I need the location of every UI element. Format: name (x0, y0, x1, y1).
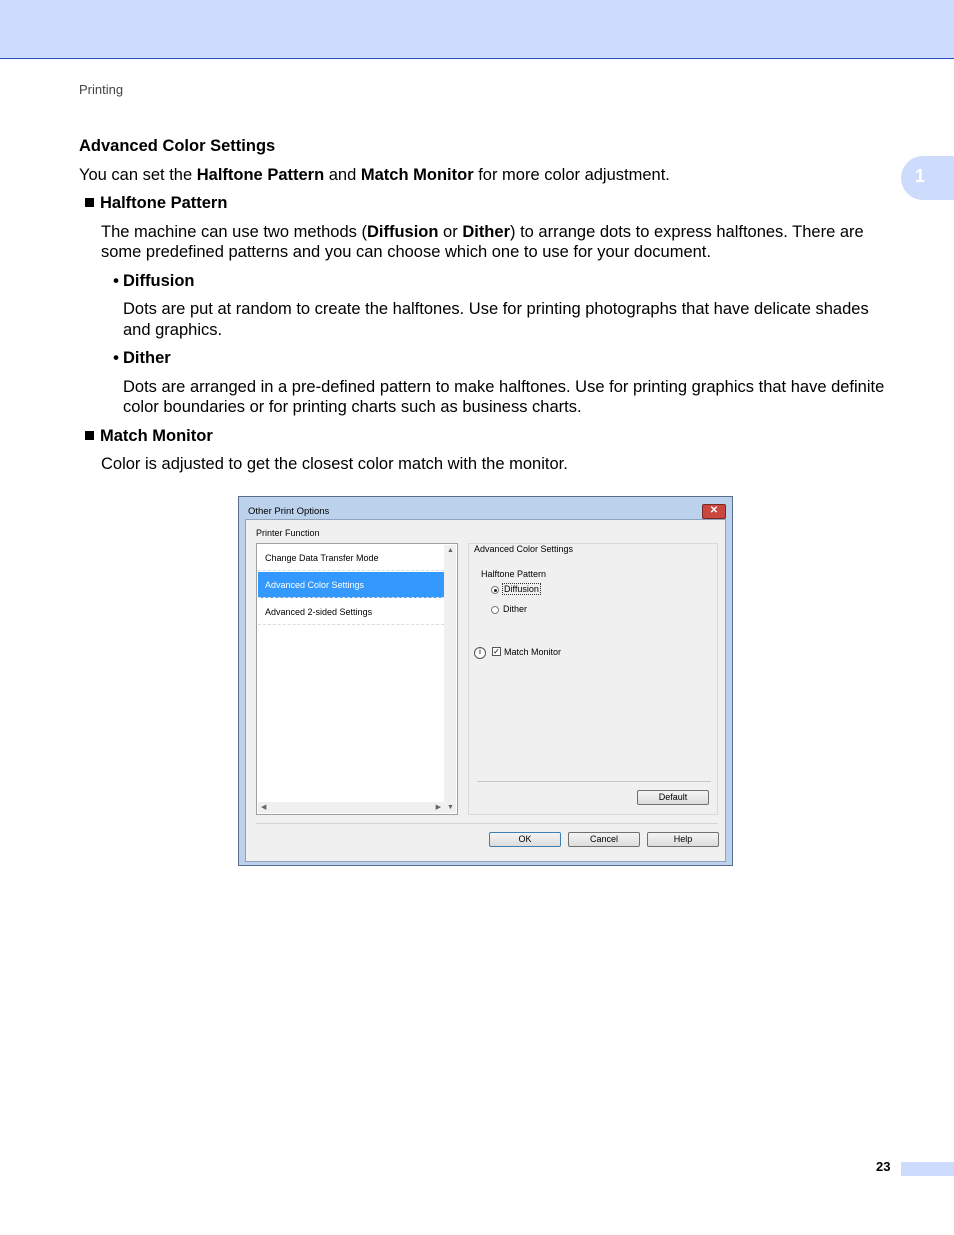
intro-bold-halftone: Halftone Pattern (196, 165, 325, 184)
halftone-pattern-label: Halftone Pattern (481, 569, 547, 579)
vertical-scrollbar[interactable] (444, 545, 456, 813)
dither-paragraph: Dots are arranged in a pre-defined pattern to make halftones. Use for printing graphics that have definite color boundaries or for printing charts such as business charts. (123, 377, 885, 416)
scroll-right-icon[interactable]: ▶ (435, 804, 441, 811)
diffusion-paragraph: Dots are put at random to create the halftones. Use for printing photographs that have delicate shades and graphics. (123, 300, 869, 339)
chapter-tab: 1 (901, 156, 954, 200)
running-head: Printing (79, 82, 124, 97)
halftone-bold-dither: Dither (462, 222, 510, 241)
halftone-bold-diffusion: Diffusion (366, 222, 439, 241)
scroll-down-icon[interactable]: ▼ (447, 804, 454, 811)
printer-function-label: Printer Function (256, 528, 320, 538)
intro-paragraph (79, 165, 894, 186)
dither-radio[interactable] (491, 606, 499, 614)
main-content (79, 136, 894, 475)
diffusion-heading (79, 271, 894, 292)
dither-heading (79, 348, 894, 369)
default-button[interactable]: Default (637, 790, 709, 805)
intro-text-mid: and (324, 165, 361, 184)
square-bullet-icon (85, 431, 94, 440)
panel-title: Advanced Color Settings (474, 544, 574, 554)
dither-radio-label[interactable]: Dither (503, 604, 528, 614)
diffusion-radio-label[interactable] (502, 584, 541, 594)
list-item-advanced-color[interactable]: Advanced Color Settings (258, 572, 444, 598)
help-button[interactable]: Help (647, 832, 719, 847)
diffusion-radio[interactable] (491, 586, 499, 594)
horizontal-scrollbar[interactable] (258, 802, 444, 813)
list-item-advanced-2-sided[interactable]: Advanced 2-sided Settings (258, 599, 444, 625)
bullet-dot-icon: • (113, 271, 119, 290)
intro-text-post: for more color adjustment. (473, 165, 670, 184)
halftone-heading (79, 193, 894, 214)
cancel-button[interactable]: Cancel (568, 832, 640, 847)
other-print-options-dialog (238, 496, 733, 866)
match-monitor-checkbox[interactable]: ✓ (493, 647, 500, 656)
match-monitor-heading (79, 426, 894, 447)
section-title: Advanced Color Settings (79, 137, 276, 155)
settings-panel (468, 543, 718, 815)
scroll-left-icon[interactable]: ◀ (261, 804, 267, 811)
page-number: 23 (876, 1159, 891, 1174)
info-icon: i (474, 647, 486, 659)
halftone-text-mid: or (438, 222, 463, 241)
dialog-body (245, 519, 726, 862)
match-monitor-heading-text: Match Monitor (100, 426, 213, 445)
close-icon[interactable]: ✕ (702, 504, 726, 519)
match-monitor-paragraph: Color is adjusted to get the closest color match with the monitor. (101, 455, 568, 473)
button-divider (256, 823, 718, 824)
square-bullet-icon (85, 198, 94, 207)
halftone-paragraph (79, 222, 894, 263)
intro-bold-match: Match Monitor (360, 165, 474, 184)
header-band (0, 0, 954, 59)
printer-function-list[interactable] (256, 543, 458, 815)
scroll-up-icon[interactable]: ▲ (447, 547, 454, 554)
list-item-change-data-transfer[interactable]: Change Data Transfer Mode (258, 545, 444, 571)
footer-bar (901, 1162, 954, 1176)
halftone-text-post: ) to arrange dots to express halftones. There are some predefined patterns and you can choose which one to use for your document. (101, 222, 864, 261)
diffusion-label-text: Diffusion (504, 584, 539, 594)
halftone-text-pre: The machine can use two methods ( (101, 222, 367, 241)
panel-divider (477, 781, 711, 782)
ok-button[interactable]: OK (489, 832, 561, 847)
bullet-dot-icon: • (113, 349, 119, 367)
halftone-heading-text: Halftone Pattern (100, 194, 228, 212)
intro-text: You can set the (79, 165, 197, 184)
dialog-title: Other Print Options (248, 506, 330, 517)
match-monitor-label[interactable]: Match Monitor (504, 647, 562, 657)
dither-heading-text: Dither (123, 349, 171, 367)
diffusion-heading-text: Diffusion (123, 271, 195, 290)
